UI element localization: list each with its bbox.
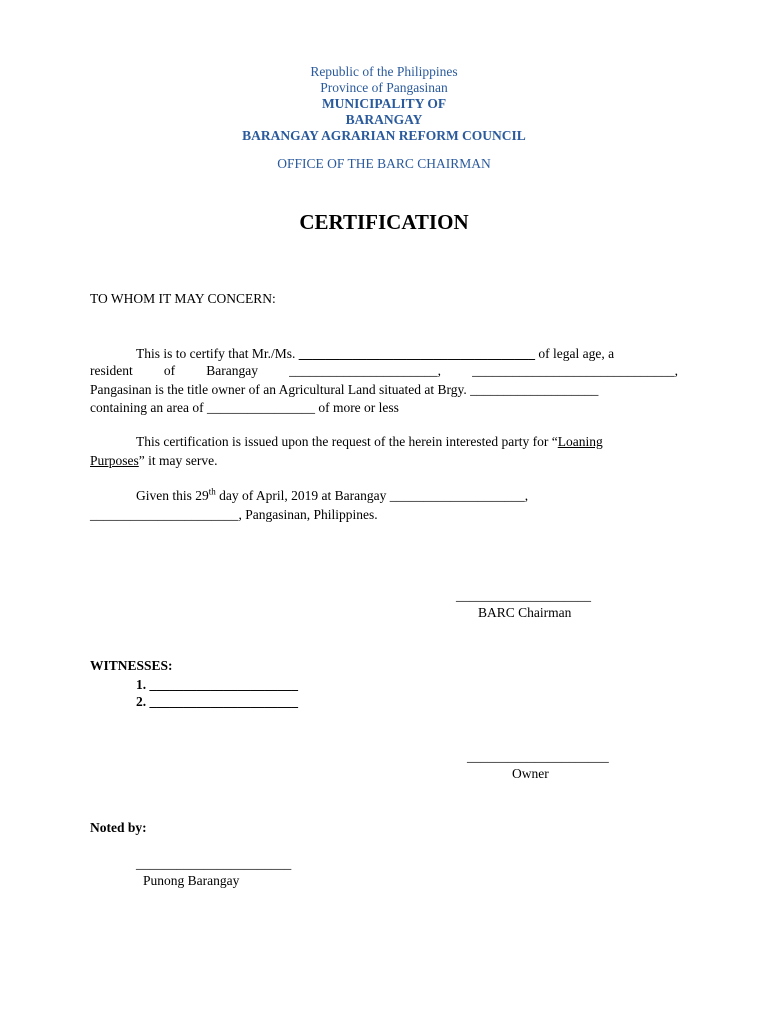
para1-line2: resident of Barangay ______________________, ______________________________, bbox=[90, 363, 678, 378]
salutation: TO WHOM IT MAY CONCERN: bbox=[90, 291, 276, 306]
para1-line1-end: of legal age, a bbox=[535, 346, 615, 361]
owner-label: Owner bbox=[512, 766, 549, 781]
para1-line1 bbox=[136, 345, 614, 362]
header-republic: Republic of the Philippines bbox=[310, 64, 458, 79]
para3-line2: ______________________, Pangasinan, Philippines. bbox=[90, 507, 378, 522]
para2-line1 bbox=[136, 433, 603, 450]
ordinal-suffix: th bbox=[208, 486, 216, 497]
para1-line4: containing an area of ________________ of more or less bbox=[90, 400, 399, 415]
loaning-text: Loaning bbox=[557, 434, 603, 449]
witness-1-line: 1. ______________________ bbox=[136, 677, 298, 692]
header-province: Province of Pangasinan bbox=[320, 80, 448, 95]
witnesses-label: WITNESSES: bbox=[90, 658, 173, 673]
header-barangay: BARANGAY bbox=[345, 112, 423, 127]
para2-line1-text: This certification is issued upon the request of the herein interested party for “ bbox=[136, 434, 558, 449]
para3-line1-end: day of April, 2019 at Barangay ____________________, bbox=[215, 488, 529, 503]
para1-line1-text: This is to certify that Mr./Ms. bbox=[136, 346, 299, 361]
header-municipality: MUNICIPALITY OF bbox=[321, 96, 447, 111]
document-title: CERTIFICATION bbox=[299, 210, 469, 234]
header-office: OFFICE OF THE BARC CHAIRMAN bbox=[277, 156, 491, 171]
witness-2-line: 2. ______________________ bbox=[136, 694, 298, 709]
punong-barangay-label: Punong Barangay bbox=[143, 873, 240, 888]
barc-signature-line: ____________________ bbox=[456, 588, 591, 603]
para2-line2 bbox=[90, 452, 218, 469]
barc-chairman-label: BARC Chairman bbox=[478, 605, 572, 620]
header-council: BARANGAY AGRARIAN REFORM COUNCIL bbox=[242, 128, 526, 143]
owner-signature-line: _____________________ bbox=[467, 749, 609, 764]
para2-line2-end: ” it may serve. bbox=[138, 453, 218, 468]
name-blank: ___________________________________ bbox=[298, 346, 535, 361]
para1-line3: Pangasinan is the title owner of an Agricultural Land situated at Brgy. ___________________ bbox=[90, 382, 599, 397]
given-text: Given this 29 bbox=[136, 488, 209, 503]
noted-by-label: Noted by: bbox=[90, 820, 147, 835]
para3-line1 bbox=[136, 487, 528, 504]
punong-signature-line: _______________________ bbox=[136, 856, 292, 871]
purposes-text: Purposes bbox=[90, 453, 139, 468]
